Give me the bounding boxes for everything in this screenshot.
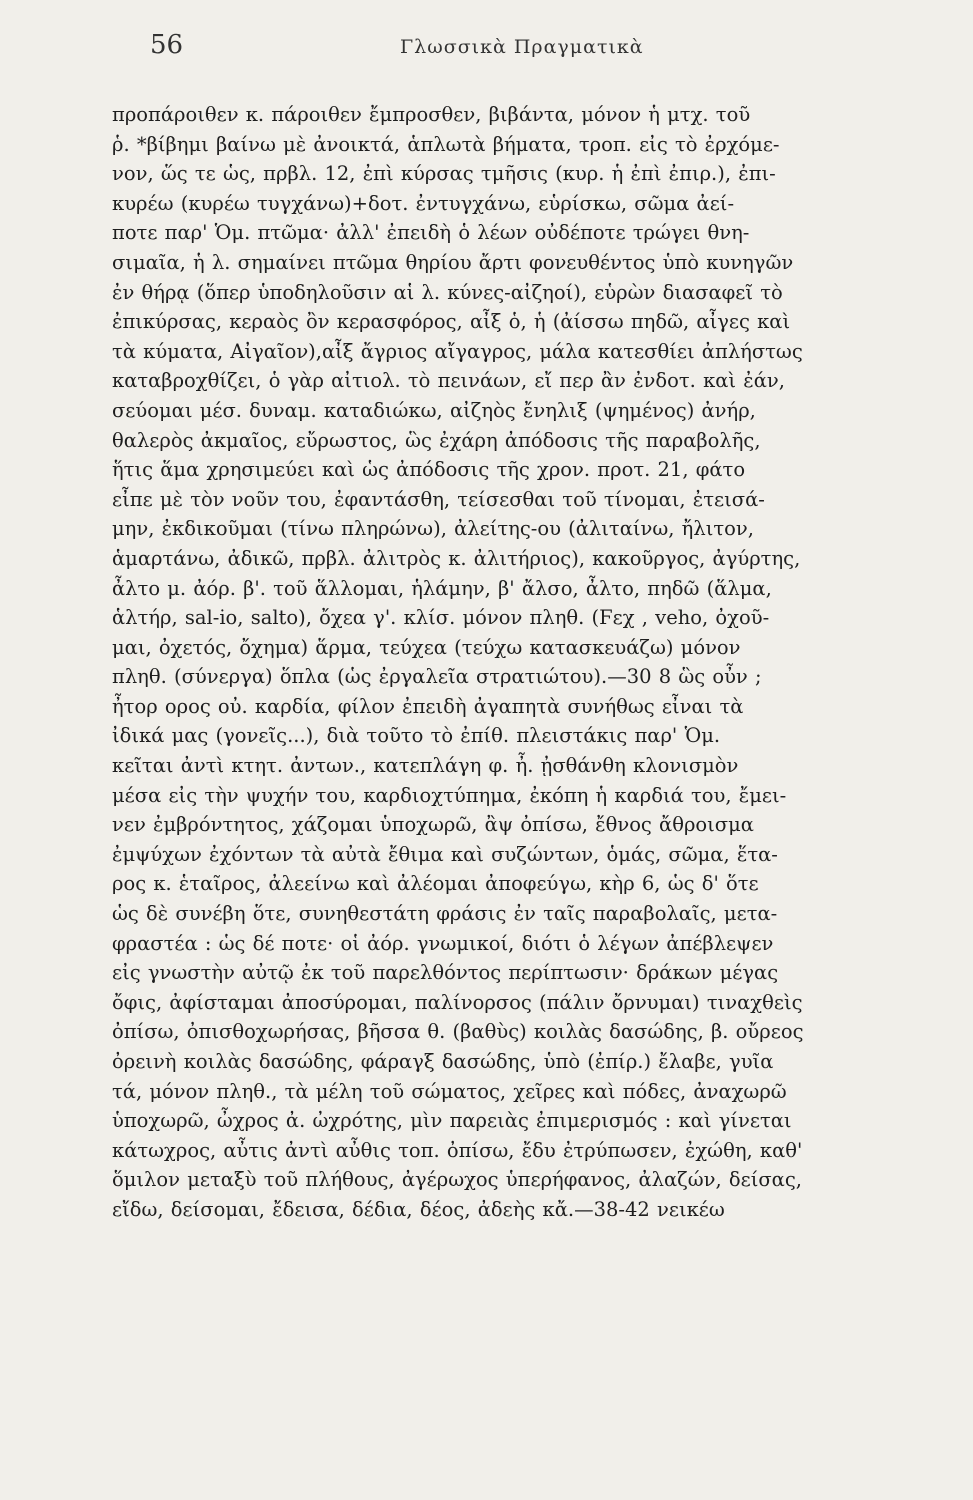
text-line: κυρέω (κυρέω τυγχάνω)+δοτ. ἐντυγχάνω, εὑρίσκω, σῶμα ἀεί- [112, 191, 735, 215]
text-line: ἦτορ ορος οὐ. καρδία, φίλον ἐπειδὴ ἀγαπητὰ συνήθως εἶναι τὰ [112, 694, 744, 718]
text-line: κάτωχρος, αὖτις ἀντὶ αὖθις τοπ. ὀπίσω, ἔδυ ἐτρύπωσεν, ἐχώθη, καθ' [112, 1138, 803, 1162]
text-line: μέσα εἰς τὴν ψυχήν του, καρδιοχτύπημα, ἐκόπη ἡ καρδιά του, ἔμει- [112, 783, 787, 807]
text-line: ἆλτο μ. ἀόρ. β'. τοῦ ἅλλομαι, ἡλάμην, β' ἄλσο, ἆλτο, πηδῶ (ἅλμα, [112, 576, 772, 600]
text-line: πληθ. (σύνεργα) ὅπλα (ὡς ἐργαλεῖα στρατιώτου).—30 8 ὣς οὖν ; [112, 665, 762, 689]
text-line: σεύομαι μέσ. δυναμ. καταδιώκω, αἰζηὸς ἔνηλιξ (ψημένος) ἀνήρ, [112, 398, 756, 422]
running-title: Γλωσσικὰ Πραγματικὰ [400, 36, 644, 58]
text-line: ὀρεινὴ κοιλὰς δασώδης, φάραγξ δασώδης, ὑπὸ (ἐπίρ.) ἔλαβε, γυῖα [112, 1050, 774, 1073]
text-line: ἐν θήρᾳ (ὅπερ ὑποδηλοῦσιν αἱ λ. κύνες-αἰζηοί), εὑρὼν διασαφεῖ τὸ [112, 280, 783, 304]
text-line: σιμαῖα, ἡ λ. σημαίνει πτῶμα θηρίου ἄρτι φονευθέντος ὑπὸ κυνηγῶν [112, 250, 794, 274]
text-line: ὀπίσω, ὀπισθοχωρήσας, βῆσσα θ. (βαθὺς) κοιλὰς δασώδης, β. οὔρεος [112, 1020, 804, 1044]
text-line: ἐπικύρσας, κεραὸς ὂν κερασφόρος, αἶξ ὁ, ἡ (ἀίσσω πηδῶ, αἶγες καὶ [112, 310, 791, 334]
text-line: ὅμιλον μεταξὺ τοῦ πλήθους, ἀγέρωχος ὑπερήφανος, ἀλαζών, δείσας, [112, 1168, 802, 1192]
text-line: ἐμψύχων ἐχόντων τὰ αὐτὰ ἔθιμα καὶ συζώντων, ὁμάς, σῶμα, ἕτα- [112, 842, 778, 866]
text-line: καταβροχθίζει, ὁ γὰρ αἰτιολ. τὸ πεινάων, εἴ περ ἂν ἐνδοτ. καὶ ἐάν, [112, 369, 785, 393]
text-line: ἁμαρτάνω, ἀδικῶ, πρβλ. ἀλιτρὸς κ. ἀλιτήριος), κακοῦργος, ἀγύρτης, [112, 546, 801, 570]
text-line: νον, ὥς τε ὡς, πρβλ. 12, ἐπὶ κύρσας τμῆσις (κυρ. ἡ ἐπὶ ἐπιρ.), ἐπι- [112, 162, 776, 186]
text-line: εἴδω, δείσομαι, ἔδεισα, δέδια, δέος, ἀδεὴς κἄ.—38-42 νεικέω [112, 1197, 725, 1221]
text-line: ῥ. *βίβημι βαίνω μὲ ἀνοικτά, ἁπλωτὰ βήματα, τροπ. εἰς τὸ ἐρχόμε- [112, 132, 780, 156]
text-line: ἰδικά μας (γονεῖς...), διὰ τοῦτο τὸ ἐπίθ. πλειστάκις παρ' Ὁμ. [112, 724, 721, 748]
text-line: ἁλτήρ, sal-io, salto), ὄχεα γ'. κλίσ. μόνον πληθ. (Ϝεχ , veho, ὀχοῦ- [112, 606, 770, 630]
text-line: εἰς γνωστὴν αὐτῷ ἐκ τοῦ παρελθόντος περίπτωσιν· δράκων μέγας [112, 961, 779, 985]
text-line: εἶπε μὲ τὸν νοῦν του, ἐφαντάσθη, τείσεσθαι τοῦ τίνομαι, ἐτεισά- [112, 487, 765, 511]
text-line: νεν ἐμβρόντητος, χάζομαι ὑποχωρῶ, ἂψ ὀπίσω, ἔθνος ἄθροισμα [112, 813, 754, 837]
text-line: ὑποχωρῶ, ὦχρος ἀ. ὠχρότης, μὶν παρειὰς ἐπιμερισμός : καὶ γίνεται [112, 1109, 792, 1133]
text-line: ὡς δὲ συνέβη ὅτε, συνηθεστάτη φράσις ἐν ταῖς παραβολαῖς, μετα- [112, 902, 778, 926]
text-line: ρος κ. ἑταῖρος, ἀλεείνω καὶ ἀλέομαι ἀποφεύγω, κὴρ 6, ὡς δ' ὅτε [112, 872, 759, 896]
text-line: θαλερὸς ἀκμαῖος, εὔρωστος, ὣς ἐχάρη ἀπόδοσις τῆς παραβολῆς, [112, 428, 761, 452]
text-line: τά, μόνον πληθ., τὰ μέλη τοῦ σώματος, χεῖρες καὶ πόδες, ἀναχωρῶ [112, 1079, 787, 1103]
commentary-text [112, 100, 958, 1225]
page-number: 56 [150, 30, 184, 60]
text-line: μην, ἐκδικοῦμαι (τίνω πληρώνω), ἀλείτης-ου (ἀλιταίνω, ἤλιτον, [112, 517, 754, 541]
text-line: προπάροιθεν κ. πάροιθεν ἔμπροσθεν, βιβάντα, μόνον ἡ μτχ. τοῦ [112, 103, 751, 126]
text-line: φραστέα : ὡς δέ ποτε· οἱ ἀόρ. γνωμικοί, διότι ὁ λέγων ἀπέβλεψεν [112, 931, 774, 955]
text-line: τὰ κύματα, Αἰγαῖον),αἶξ ἄγριος αἴγαγρος, μάλα κατεσθίει ἀπλήστως [112, 339, 803, 363]
text-line: ἥτις ἅμα χρησιμεύει καὶ ὡς ἀπόδοσις τῆς χρον. προτ. 21, φάτο [112, 458, 746, 482]
text-line: ποτε παρ' Ὁμ. πτῶμα· ἀλλ' ἐπειδὴ ὁ λέων οὐδέποτε τρώγει θνη- [112, 221, 750, 245]
text-line: ὄφις, ἀφίσταμαι ἀποσύρομαι, παλίνορσος (πάλιν ὄρνυμαι) τιναχθεὶς [112, 990, 803, 1014]
text-line: κεῖται ἀντὶ κτητ. ἀντων., κατεπλάγη φ. ἦ. ᾐσθάνθη κλονισμὸν [112, 754, 739, 778]
text-line: μαι, ὀχετός, ὄχημα) ἅρμα, τεύχεα (τεύχω κατασκευάζω) μόνον [112, 635, 741, 659]
